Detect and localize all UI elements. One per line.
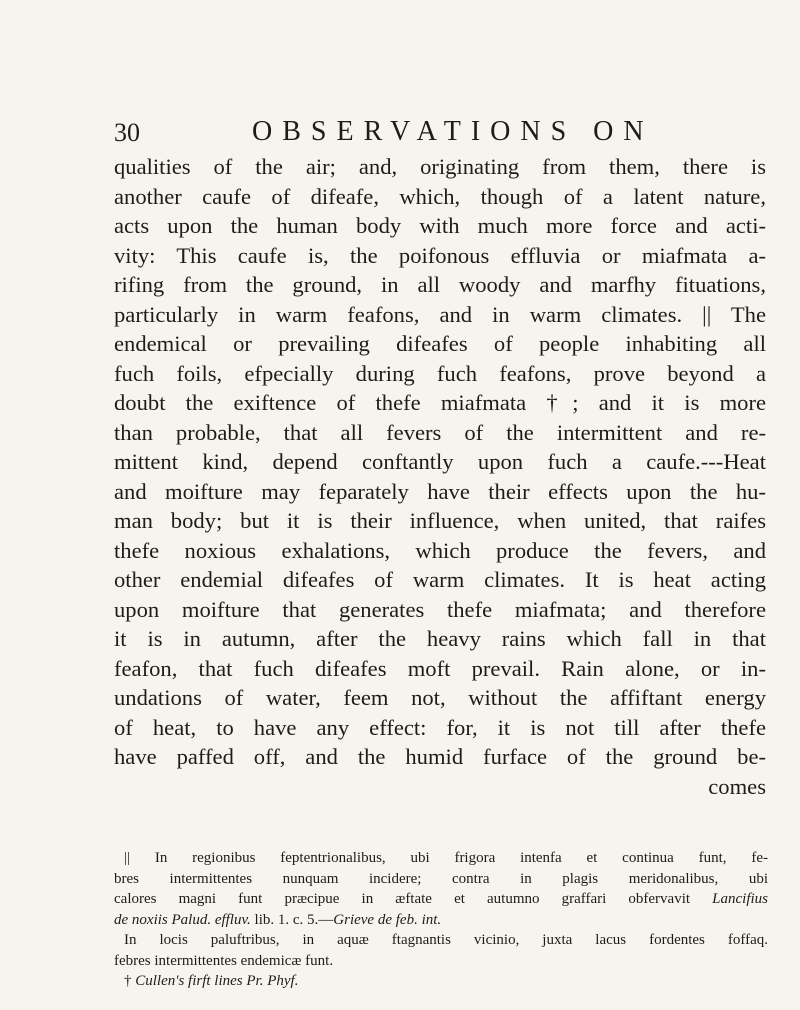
dagger-mark: † <box>124 973 132 989</box>
body-line: man body; but it is their influence, when united, that raifes <box>114 508 766 533</box>
footnote-citation-cullen: Cullen's firft lines Pr. Phyf. <box>135 973 299 989</box>
body-line: mittent kind, depend conftantly upon fuch a caufe.---Heat <box>114 449 766 474</box>
footnote-text: calores magni funt præcipue in æftate et autumno graffari obfervavit <box>114 891 691 907</box>
body-line: feafon, that fuch difeafes moft prevail. Rain alone, or in- <box>114 655 766 681</box>
running-head <box>114 118 760 148</box>
footnote-citation-ref: lib. 1. c. 5.— <box>254 911 334 928</box>
footnote-line <box>114 889 768 910</box>
footnote-line: In locis paluftribus, in aquæ ftagnantis vicinio, juxta lacus fordentes foffaq. <box>124 932 768 948</box>
body-line: undations of water, feem not, without the affiftant energy <box>114 685 766 710</box>
page-number: 30 <box>114 118 140 147</box>
body-line: than probable, that all fevers of the intermittent and re- <box>114 419 766 445</box>
body-line: upon moifture that generates thefe miafmata; and therefore <box>114 596 766 622</box>
body-line: acts upon the human body with much more force and acti- <box>114 213 766 238</box>
footnote-line <box>114 910 768 931</box>
body-line: particularly in warm feafons, and in warm climates. || The <box>114 301 766 327</box>
body-line: of heat, to have any effect: for, it is not till after thefe <box>114 714 766 740</box>
footnotes <box>114 848 768 992</box>
footnote-citation-grieve: Grieve de feb. int. <box>333 911 442 928</box>
footnote-line: febres intermittentes endemicæ funt. <box>114 952 334 969</box>
body-line: endemical or prevailing difeafes of people inhabiting all <box>114 331 766 356</box>
body-line: vity: This caufe is, the poifonous effluvia or miafmata a- <box>114 242 766 268</box>
body-text <box>114 152 766 801</box>
footnote-citation-title: de noxiis Palud. effluv. <box>114 911 251 928</box>
body-line: doubt the exiftence of thefe miafmata †; and it is more <box>114 390 766 415</box>
footnote-citation-author: Lancifius <box>712 891 768 907</box>
catchword: comes <box>708 773 766 799</box>
body-line: thefe noxious exhalations, which produce the fevers, and <box>114 537 766 563</box>
body-line: fuch foils, efpecially during fuch feafons, prove beyond a <box>114 360 766 386</box>
body-line: and moifture may feparately have their effects upon the hu- <box>114 478 766 504</box>
body-line: have paffed off, and the humid furface of the ground be- <box>114 744 766 769</box>
footnote-line: || In regionibus feptentrionalibus, ubi frigora intenfa et continua funt, fe- <box>124 850 768 866</box>
body-line: it is in autumn, after the heavy rains which fall in that <box>114 626 766 651</box>
footnote-line <box>114 971 768 992</box>
body-line: other endemial difeafes of warm climates. It is heat acting <box>114 567 766 592</box>
footnote-line: bres intermittentes nunquam incidere; contra in plagis meridonalibus, ubi <box>114 870 768 887</box>
body-line: rifing from the ground, in all woody and marfhy fituations, <box>114 272 766 297</box>
body-line: another caufe of difeafe, which, though of a latent nature, <box>114 183 766 209</box>
running-title: OBSERVATIONS ON <box>252 116 654 147</box>
body-line: qualities of the air; and, originating from them, there is <box>114 154 766 179</box>
